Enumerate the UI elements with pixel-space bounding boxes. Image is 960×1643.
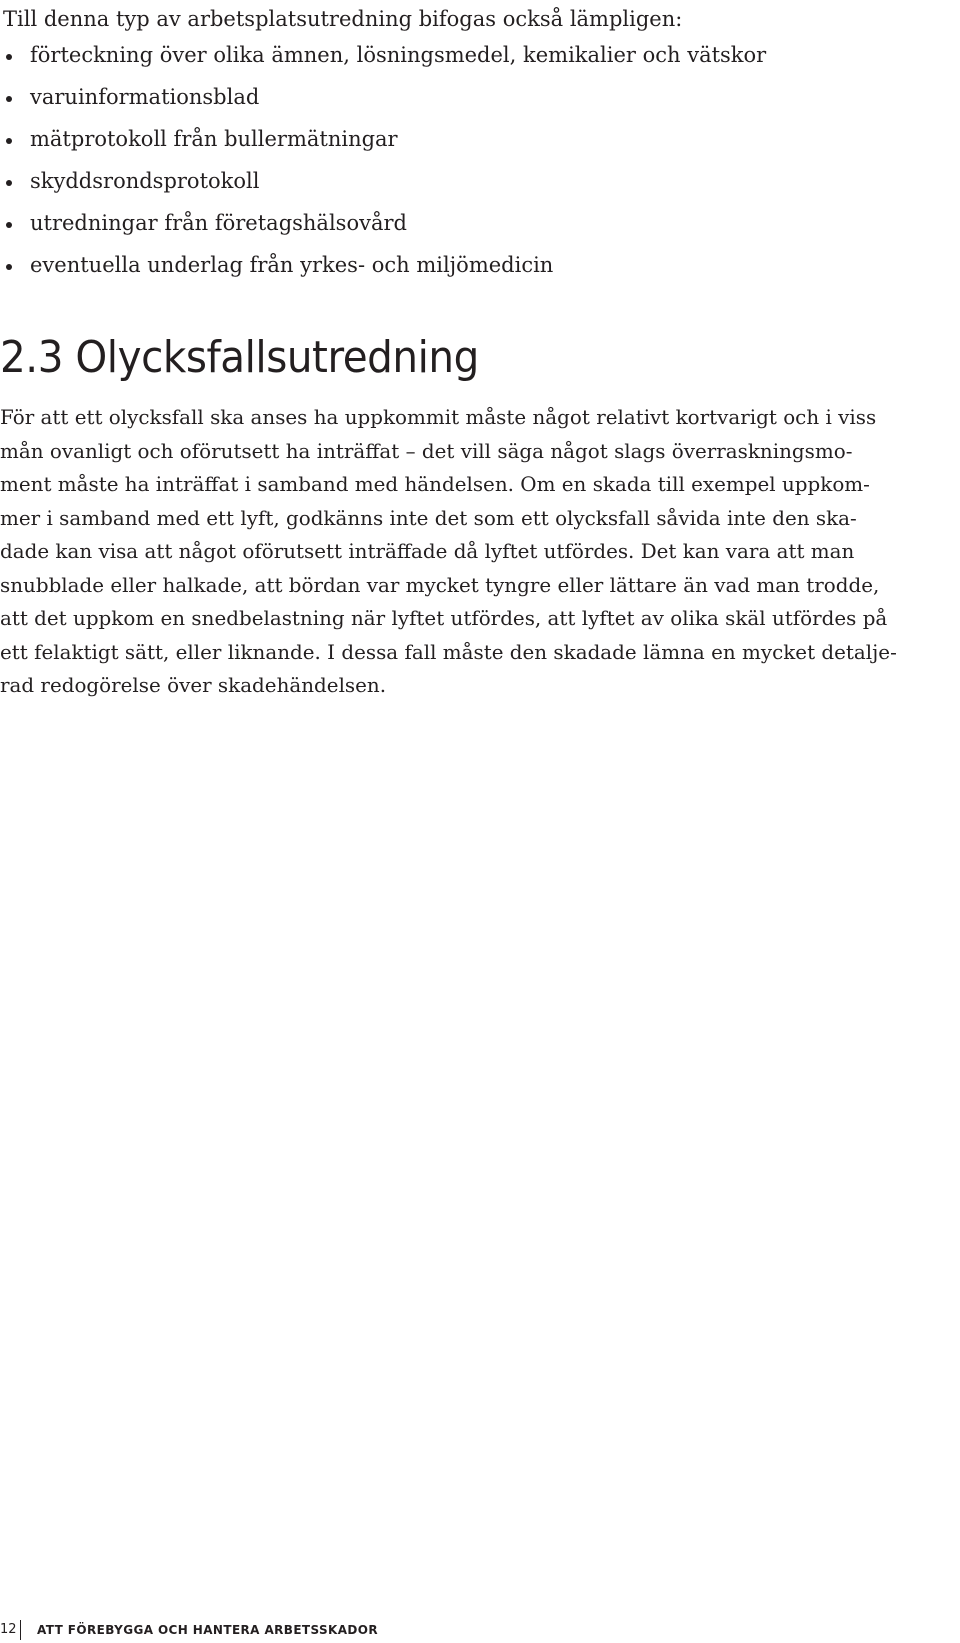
paragraph-line: snubblade eller halkade, att bördan var mycket tyngre eller lättare än vad man trodde, <box>0 572 880 597</box>
list-item: varuinformationsblad <box>3 82 766 124</box>
paragraph-line: För att ett olycksfall ska anses ha uppkommit måste något relativt kortvarigt och i viss <box>0 405 877 429</box>
intro-paragraph: Till denna typ av arbetsplatsutredning bifogas också lämpligen: <box>3 7 683 31</box>
footer-divider <box>20 1620 21 1640</box>
paragraph-line: att det uppkom en snedbelastning när lyftet utfördes, att lyftet av olika skäl utfördes på <box>0 606 888 630</box>
body-paragraph <box>0 402 960 704</box>
paragraph-line: mån ovanligt och oförutsett ha inträffat – det vill säga något slags överraskningsmo- <box>0 438 853 463</box>
attachment-list <box>3 40 766 292</box>
list-item: utredningar från företagshälsovård <box>3 208 766 250</box>
list-item: mätprotokoll från bullermätningar <box>3 124 766 166</box>
paragraph-line: mer i samband med ett lyft, godkänns inte det som ett olycksfall såvida inte den ska- <box>0 505 857 530</box>
list-item: förteckning över olika ämnen, lösningsmedel, kemikalier och vätskor <box>3 40 766 82</box>
section-heading: 2.3 Olycksfallsutredning <box>0 332 479 383</box>
list-item: eventuella underlag från yrkes- och miljömedicin <box>3 250 766 292</box>
paragraph-line: rad redogörelse över skadehändelsen. <box>0 673 387 697</box>
list-item: skyddsrondsprotokoll <box>3 166 766 208</box>
running-title: ATT FÖREBYGGA OCH HANTERA ARBETSSKADOR <box>37 1623 379 1637</box>
paragraph-line: ett felaktigt sätt, eller liknande. I dessa fall måste den skadade lämna en mycket detalje- <box>0 639 897 664</box>
paragraph-line: dade kan visa att något oförutsett inträffade då lyftet utfördes. Det kan vara att man <box>0 539 855 563</box>
page-number: 12 <box>0 1622 17 1637</box>
paragraph-line: ment måste ha inträffat i samband med händelsen. Om en skada till exempel uppkom- <box>0 472 870 496</box>
